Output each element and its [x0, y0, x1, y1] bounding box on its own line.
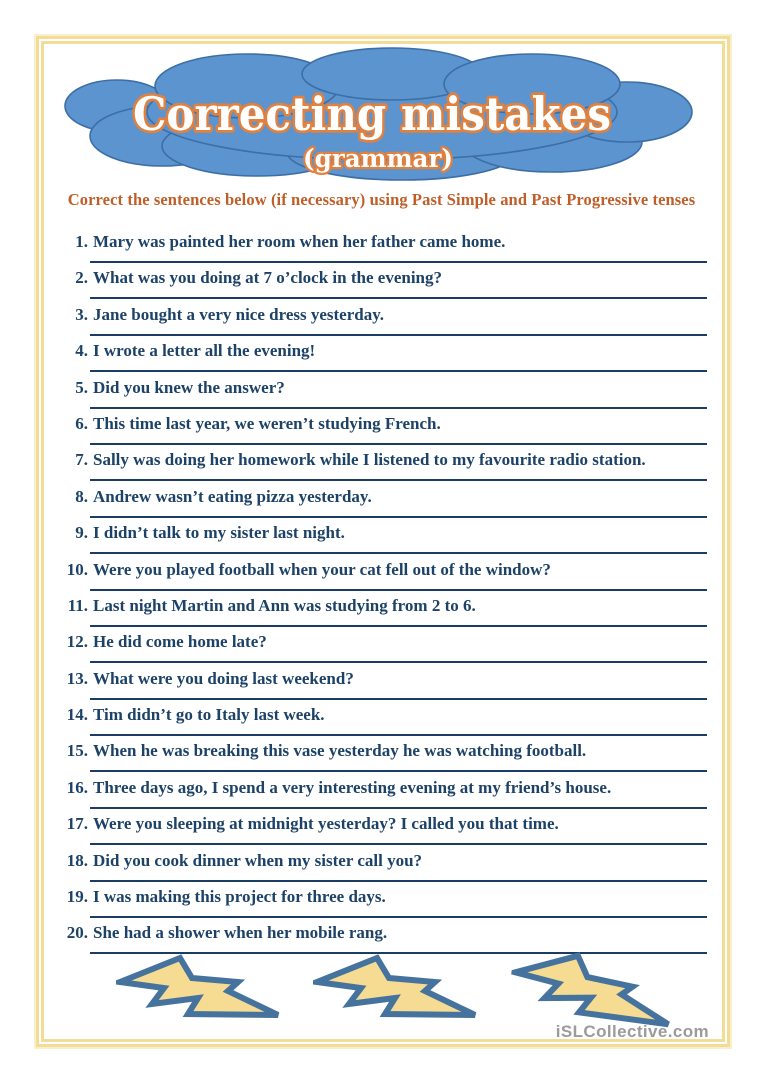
item-sentence: What were you doing last weekend? — [93, 668, 354, 688]
item-sentence: He did come home late? — [93, 632, 267, 652]
answer-line — [90, 552, 707, 554]
exercise-item — [62, 230, 708, 266]
watermark: iSLCollective.com — [555, 1022, 709, 1041]
answer-line — [90, 479, 707, 481]
item-sentence: She had a shower when her mobile rang. — [93, 923, 388, 943]
exercise-item — [62, 776, 708, 812]
item-number: 3. — [75, 304, 88, 324]
item-number: 11. — [67, 595, 88, 615]
exercise-item — [62, 412, 708, 448]
item-number: 7. — [75, 450, 88, 470]
item-number: 5. — [75, 377, 88, 397]
answer-line — [90, 407, 707, 409]
exercise-item — [62, 339, 708, 375]
instruction-text: Correct the sentences below (if necessary) using Past Simple and Past Progressive tenses — [67, 190, 696, 209]
item-number: 6. — [75, 413, 88, 433]
answer-line — [90, 770, 707, 772]
item-number: 15. — [66, 741, 88, 761]
exercise-item — [62, 521, 708, 557]
item-number: 14. — [66, 705, 88, 725]
exercise-item — [62, 885, 708, 921]
exercise-item — [62, 703, 708, 739]
page-subtitle: (grammar) — [303, 144, 453, 173]
item-sentence: Did you knew the answer? — [93, 377, 285, 397]
exercise-item — [62, 667, 708, 703]
item-sentence: Last night Martin and Ann was studying from 2 to 6. — [93, 595, 476, 615]
item-sentence: Tim didn’t go to Italy last week. — [93, 705, 325, 725]
answer-line — [90, 880, 707, 882]
exercise-item — [62, 303, 708, 339]
lightning-bolt-icon — [506, 944, 681, 1034]
item-number: 10. — [66, 559, 88, 579]
item-number: 13. — [66, 668, 88, 688]
item-number: 1. — [75, 232, 88, 251]
item-sentence: When he was breaking this vase yesterday he was watching football. — [93, 741, 587, 761]
exercise-item — [62, 376, 708, 412]
exercise-item — [62, 485, 708, 521]
item-number: 12. — [66, 632, 88, 652]
item-number: 2. — [75, 268, 88, 288]
exercise-item — [62, 594, 708, 630]
answer-line — [90, 516, 707, 518]
item-sentence: What was you doing at 7 o’clock in the evening? — [93, 268, 442, 288]
exercise-item — [62, 739, 708, 775]
item-sentence: Jane bought a very nice dress yesterday. — [93, 304, 385, 324]
answer-line — [90, 698, 707, 700]
answer-line — [90, 734, 707, 736]
answer-line — [90, 334, 707, 336]
answer-line — [90, 661, 707, 663]
item-sentence: I wrote a letter all the evening! — [93, 341, 316, 361]
exercise-item — [62, 630, 708, 666]
answer-line — [90, 370, 707, 372]
item-sentence: Sally was doing her homework while I listened to my favourite radio station. — [93, 450, 646, 470]
exercise-item — [62, 558, 708, 594]
item-number: 16. — [66, 777, 88, 797]
lightning-bolt-icon — [313, 954, 481, 1024]
item-number: 9. — [75, 523, 88, 543]
exercise-item — [62, 448, 708, 484]
lightning-bolt-icon — [116, 954, 284, 1024]
item-sentence: Were you sleeping at midnight yesterday? I called you that time. — [93, 814, 559, 834]
answer-line — [90, 916, 707, 918]
page-title: Correcting mistakes — [133, 87, 611, 141]
answer-line — [90, 843, 707, 845]
answer-line — [90, 807, 707, 809]
answer-line — [90, 589, 707, 591]
item-sentence: Were you played football when your cat fell out of the window? — [93, 559, 551, 579]
title-cloud — [62, 44, 698, 186]
exercise-item — [62, 921, 708, 957]
item-number: 8. — [75, 486, 88, 506]
exercise-item — [62, 849, 708, 885]
item-number: 4. — [75, 341, 88, 361]
item-sentence: Mary was painted her room when her father came home. — [93, 232, 506, 251]
item-number: 17. — [66, 814, 88, 834]
answer-line — [90, 625, 707, 627]
exercise-item — [62, 812, 708, 848]
exercise-item — [62, 266, 708, 302]
answer-line — [90, 443, 707, 445]
answer-line — [90, 297, 707, 299]
item-sentence: Andrew wasn’t eating pizza yesterday. — [93, 486, 372, 506]
exercise-list — [62, 230, 708, 958]
item-sentence: Three days ago, I spend a very interesting evening at my friend’s house. — [93, 777, 612, 797]
answer-line — [90, 261, 707, 263]
item-sentence: I was making this project for three days. — [93, 887, 386, 907]
item-sentence: This time last year, we weren’t studying French. — [93, 413, 441, 433]
item-sentence: Did you cook dinner when my sister call you? — [93, 850, 423, 870]
item-number: 18. — [66, 850, 88, 870]
item-sentence: I didn’t talk to my sister last night. — [93, 523, 345, 543]
item-number: 19. — [66, 887, 88, 907]
item-number: 20. — [66, 923, 88, 943]
